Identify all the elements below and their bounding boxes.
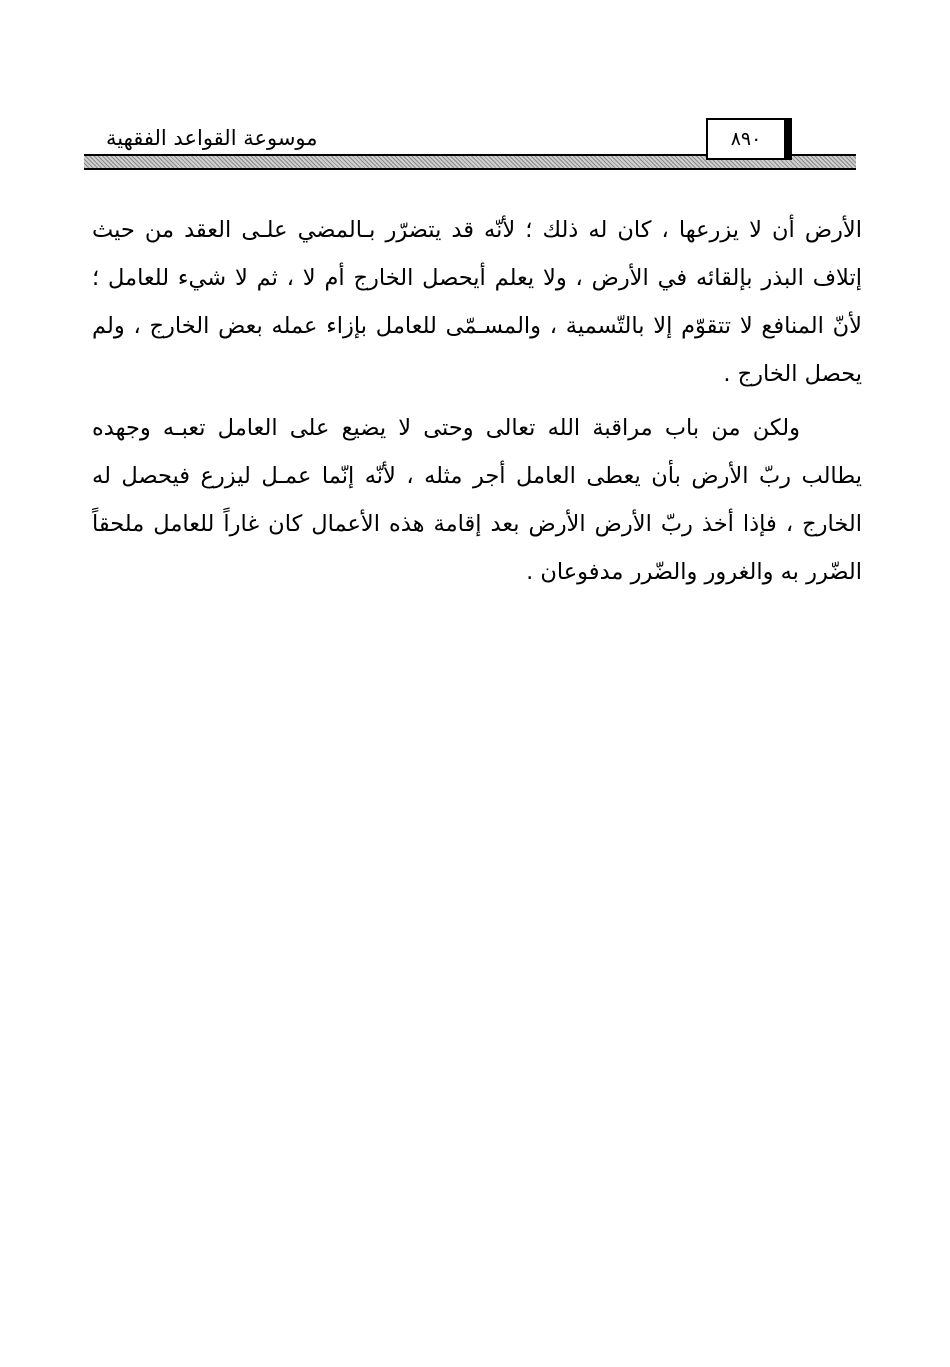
page-header	[84, 112, 856, 182]
page-number: ٨٩٠	[730, 128, 762, 150]
body-text	[92, 206, 862, 596]
paragraph-2: ولكن من باب مراقبة الله تعالى وحتى لا يضيع على العامل تعبـه وجهده يطالب ربّ الأرض بأن يعطى العامل أجر مثله ، لأنّه إنّما عمـل ليزرع فيحصل له الخارج ، فإذا أخذ ربّ الأرض الأرض بعد إقامة هذه الأعمال كان غاراً للعامل ملحقاً الضّرر به والغرور والضّرر مدفوعان .	[92, 415, 862, 585]
page-number-box	[706, 118, 792, 160]
running-title: موسوعة القواعد الفقهية	[106, 126, 318, 150]
paragraph-1: الأرض أن لا يزرعها ، كان له ذلك ؛ لأنّه قد يتضرّر بـالمضي علـى العقد من حيث إتلاف البذر بإلقائه في الأرض ، ولا يعلم أيحصل الخارج أم لا ، ثم لا شيء للعامل ؛ لأنّ المنافع لا تتقوّم إلا بالتّسمية ، والمسـمّى للعامل بإزاء عمله بعض الخارج ، ولم يحصل الخارج .	[92, 217, 862, 387]
